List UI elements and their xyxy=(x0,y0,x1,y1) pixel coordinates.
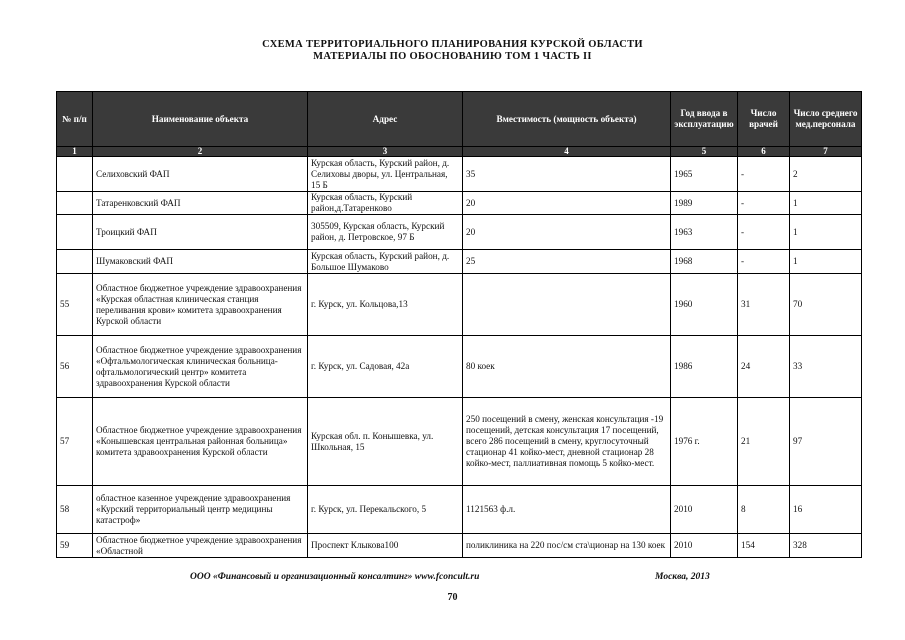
cell-name: Шумаковский ФАП xyxy=(93,250,308,274)
cell-doctors: - xyxy=(738,157,790,192)
cell-num: 58 xyxy=(57,486,93,534)
cell-nurses: 1 xyxy=(790,192,862,215)
header-number-row xyxy=(57,147,862,157)
cell-capacity: 250 посещений в смену, женская консультация -19 посещений, детская консультация 17 посещений, всего 286 посещений в смену, круглосуточный стационар 41 койко-мест, дневной стационар 28 койко-мест, паллиативная помощь 5 койко-мест. xyxy=(463,398,671,486)
cell-capacity: 20 xyxy=(463,192,671,215)
cell-name: Татаренковский ФАП xyxy=(93,192,308,215)
cell-num: 57 xyxy=(57,398,93,486)
document-subtitle: МАТЕРИАЛЫ ПО ОБОСНОВАНИЮ ТОМ 1 ЧАСТЬ II xyxy=(313,51,592,62)
col-number: 3 xyxy=(308,147,463,157)
cell-name: Областное бюджетное учреждение здравоохранения «Областной xyxy=(93,534,308,558)
cell-name: Областное бюджетное учреждение здравоохранения «Конышевская центральная районная больница» комитета здравоохранения Курской области xyxy=(93,398,308,486)
cell-address: 305509, Курская область, Курский район, д. Петровское, 97 Б xyxy=(308,215,463,250)
table-row xyxy=(57,192,862,215)
cell-doctors: 21 xyxy=(738,398,790,486)
col-header-name: Наименование объекта xyxy=(93,92,308,147)
cell-doctors: 31 xyxy=(738,274,790,336)
cell-doctors: 24 xyxy=(738,336,790,398)
cell-year: 1960 xyxy=(671,274,738,336)
cell-nurses: 2 xyxy=(790,157,862,192)
col-number: 2 xyxy=(93,147,308,157)
cell-num: 55 xyxy=(57,274,93,336)
cell-address: г. Курск, ул. Садовая, 42а xyxy=(308,336,463,398)
document-title: СХЕМА ТЕРРИТОРИАЛЬНОГО ПЛАНИРОВАНИЯ КУРСКОЙ ОБЛАСТИ xyxy=(262,39,643,50)
cell-year: 1965 xyxy=(671,157,738,192)
cell-address: Курская область, Курский район, д. Селиховы дворы, ул. Центральная, 15 Б xyxy=(308,157,463,192)
cell-nurses: 1 xyxy=(790,250,862,274)
cell-capacity: 20 xyxy=(463,215,671,250)
cell-address: Проспект Клыкова100 xyxy=(308,534,463,558)
cell-num xyxy=(57,250,93,274)
cell-year: 1986 xyxy=(671,336,738,398)
col-number: 5 xyxy=(671,147,738,157)
cell-address: г. Курск, ул. Перекальского, 5 xyxy=(308,486,463,534)
cell-nurses: 16 xyxy=(790,486,862,534)
cell-num xyxy=(57,215,93,250)
cell-num xyxy=(57,157,93,192)
cell-name: Селиховский ФАП xyxy=(93,157,308,192)
table-row xyxy=(57,250,862,274)
cell-capacity xyxy=(463,274,671,336)
cell-name: Троицкий ФАП xyxy=(93,215,308,250)
cell-nurses: 1 xyxy=(790,215,862,250)
cell-address: Курская область, Курский район,д.Татаренково xyxy=(308,192,463,215)
page-number: 70 xyxy=(447,592,458,603)
table-row xyxy=(57,534,862,558)
col-number: 7 xyxy=(790,147,862,157)
footer-city-year: Москва, 2013 xyxy=(655,572,710,582)
cell-doctors: - xyxy=(738,215,790,250)
cell-doctors: - xyxy=(738,192,790,215)
footer-company: ООО «Финансовый и организационный консалтинг» www.fconcult.ru xyxy=(190,572,480,582)
cell-doctors: 8 xyxy=(738,486,790,534)
table-row xyxy=(57,215,862,250)
cell-address: Курская область, Курский район, д. Большое Шумаково xyxy=(308,250,463,274)
cell-nurses: 33 xyxy=(790,336,862,398)
cell-address: г. Курск, ул. Кольцова,13 xyxy=(308,274,463,336)
cell-capacity: 1121563 ф.л. xyxy=(463,486,671,534)
header-row xyxy=(57,92,862,147)
cell-year: 2010 xyxy=(671,534,738,558)
cell-year: 1963 xyxy=(671,215,738,250)
table-row xyxy=(57,486,862,534)
cell-doctors: 154 xyxy=(738,534,790,558)
col-header-year: Год ввода в эксплуатацию xyxy=(671,92,738,147)
cell-capacity: 25 xyxy=(463,250,671,274)
col-number: 1 xyxy=(57,147,93,157)
table-row xyxy=(57,336,862,398)
cell-address: Курская обл. п. Конышевка, ул. Школьная, 15 xyxy=(308,398,463,486)
cell-doctors: - xyxy=(738,250,790,274)
col-header-doctors: Число врачей xyxy=(738,92,790,147)
cell-year: 1989 xyxy=(671,192,738,215)
cell-year: 1976 г. xyxy=(671,398,738,486)
cell-capacity: 80 коек xyxy=(463,336,671,398)
cell-num xyxy=(57,192,93,215)
col-header-address: Адрес xyxy=(308,92,463,147)
table-row xyxy=(57,398,862,486)
facilities-table xyxy=(56,91,862,558)
cell-num: 59 xyxy=(57,534,93,558)
cell-name: Областное бюджетное учреждение здравоохранения «Офтальмологическая клиническая больница-офтальмологический центр» комитета здравоохранения Курской области xyxy=(93,336,308,398)
col-header-nurses: Число среднего мед.персонала xyxy=(790,92,862,147)
cell-year: 2010 xyxy=(671,486,738,534)
cell-name: областное казенное учреждение здравоохранения «Курский территориальный центр медицины катастроф» xyxy=(93,486,308,534)
table-row xyxy=(57,274,862,336)
cell-year: 1968 xyxy=(671,250,738,274)
cell-capacity: 35 xyxy=(463,157,671,192)
col-header-capacity: Вместимость (мощность объекта) xyxy=(463,92,671,147)
cell-name: Областное бюджетное учреждение здравоохранения «Курская областная клиническая станция переливания крови» комитета здравоохранения Курской области xyxy=(93,274,308,336)
cell-capacity: поликлиника на 220 пос/см ста\ционар на 130 коек xyxy=(463,534,671,558)
cell-num: 56 xyxy=(57,336,93,398)
col-number: 4 xyxy=(463,147,671,157)
cell-nurses: 328 xyxy=(790,534,862,558)
table-row xyxy=(57,157,862,192)
col-header-num: № п/п xyxy=(57,92,93,147)
cell-nurses: 97 xyxy=(790,398,862,486)
col-number: 6 xyxy=(738,147,790,157)
cell-nurses: 70 xyxy=(790,274,862,336)
